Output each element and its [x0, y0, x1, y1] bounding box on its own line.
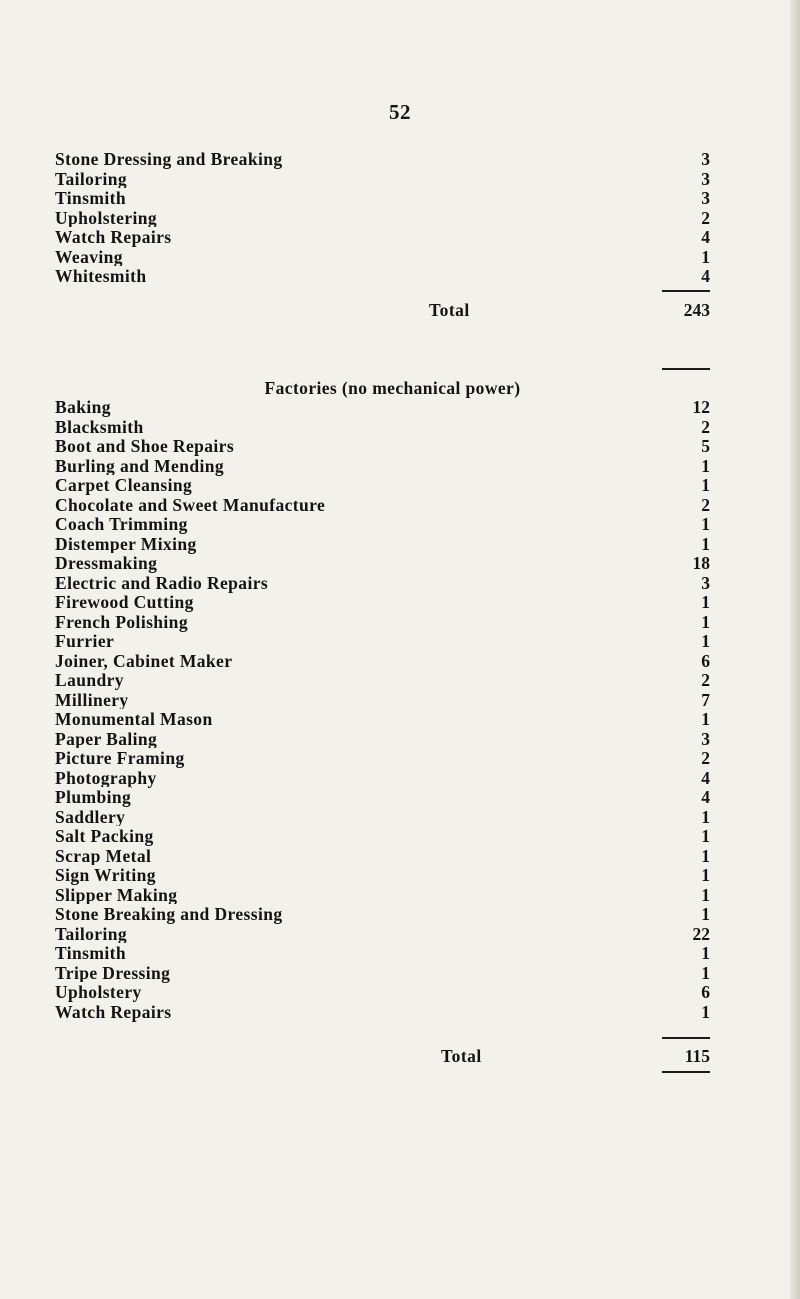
list-item — [55, 496, 710, 516]
list-item — [55, 593, 710, 613]
item-name-text: Millinery — [55, 689, 129, 710]
item-name-text: Distemper Mixing — [55, 533, 197, 554]
item-name — [55, 150, 289, 170]
item-name-text: Scrap Metal — [55, 845, 152, 866]
item-count: 2 — [701, 494, 710, 515]
item-name — [55, 691, 135, 711]
list-item — [55, 457, 710, 477]
item-count: 1 — [701, 514, 710, 534]
list-item — [55, 983, 710, 1003]
item-name — [55, 170, 133, 190]
item-name — [55, 267, 153, 287]
list-item — [55, 398, 710, 418]
list-item — [55, 788, 710, 808]
item-name-text: Dressmaking — [55, 553, 158, 573]
item-count: 1 — [701, 1001, 710, 1022]
list-item — [55, 749, 710, 769]
item-name-text: Furrier — [55, 631, 115, 651]
item-name — [55, 613, 194, 633]
item-name — [55, 398, 117, 418]
item-name — [55, 925, 133, 945]
list-item — [55, 613, 710, 633]
item-name — [55, 788, 137, 808]
item-name-text: Monumental Mason — [55, 709, 213, 729]
item-name-text: Blacksmith — [55, 416, 144, 437]
section-1-total-label: Total — [429, 300, 470, 320]
section-2-total-label: Total — [441, 1046, 482, 1066]
item-name-text: Watch Repairs — [55, 1001, 172, 1022]
list-item — [55, 730, 710, 750]
item-count: 1 — [701, 806, 710, 827]
item-name — [55, 964, 176, 984]
section-2-total-row — [55, 1045, 710, 1067]
item-name — [55, 808, 131, 828]
item-name — [55, 476, 198, 496]
item-name-text: Plumbing — [55, 787, 132, 807]
item-name-text: Whitesmith — [55, 266, 147, 286]
list-item — [55, 827, 710, 847]
item-name-text: Boot and Shoe Repairs — [55, 436, 235, 456]
item-count: 22 — [692, 923, 710, 944]
item-count: 2 — [701, 670, 710, 690]
item-count: 1 — [701, 631, 710, 651]
item-name — [55, 1003, 178, 1023]
list-item — [55, 515, 710, 535]
item-count: 5 — [701, 436, 710, 456]
item-count: 3 — [701, 188, 710, 208]
item-name-text: Tinsmith — [55, 943, 126, 963]
list-item — [55, 554, 710, 574]
item-name-text: Photography — [55, 767, 157, 788]
list-item — [55, 170, 710, 190]
list-item — [55, 944, 710, 964]
page-edge-shadow — [790, 0, 800, 1299]
item-count: 7 — [701, 689, 710, 710]
list-item — [55, 267, 710, 287]
item-name-text: Tripe Dressing — [55, 962, 171, 983]
section-1-total-rule-top — [662, 290, 710, 292]
section-1-total-row — [55, 299, 710, 321]
item-name — [55, 983, 148, 1003]
list-item — [55, 710, 710, 730]
item-name — [55, 457, 230, 477]
item-name — [55, 769, 163, 789]
section-2-total-rule-bottom — [662, 1071, 710, 1073]
item-count: 1 — [701, 943, 710, 963]
list-item — [55, 769, 710, 789]
item-name-text: Upholstering — [55, 207, 158, 228]
item-name-text: Carpet Cleansing — [55, 475, 193, 495]
item-name — [55, 554, 163, 574]
item-name-text: Tinsmith — [55, 188, 126, 208]
item-count: 2 — [701, 748, 710, 768]
item-name — [55, 593, 200, 613]
list-item — [55, 209, 710, 229]
item-name — [55, 248, 129, 268]
list-item — [55, 886, 710, 906]
item-name-text: Salt Packing — [55, 826, 154, 846]
list-item — [55, 150, 710, 170]
section-2-total-rule-top — [662, 1037, 710, 1039]
item-count: 1 — [701, 246, 710, 267]
item-name — [55, 866, 162, 886]
item-name — [55, 496, 331, 516]
item-name — [55, 515, 194, 535]
item-count: 4 — [701, 767, 710, 788]
list-item — [55, 535, 710, 555]
item-name — [55, 730, 163, 750]
item-name-text: Firewood Cutting — [55, 592, 194, 612]
list-item — [55, 847, 710, 867]
item-count: 6 — [701, 982, 710, 1002]
list-item — [55, 574, 710, 594]
item-name — [55, 189, 132, 209]
list-item — [55, 632, 710, 652]
item-name — [55, 632, 120, 652]
list-item — [55, 866, 710, 886]
item-name-text: Sign Writing — [55, 865, 156, 885]
item-name — [55, 535, 203, 555]
item-count: 3 — [701, 149, 710, 169]
item-name — [55, 847, 157, 867]
list-item — [55, 1003, 710, 1023]
item-count: 2 — [701, 207, 710, 228]
section-2-heading: Factories (no mechanical power) — [264, 378, 521, 398]
item-count: 18 — [692, 553, 710, 573]
item-name — [55, 944, 132, 964]
item-name-text: Stone Dressing and Breaking — [55, 149, 283, 169]
item-name-text: Upholstery — [55, 982, 142, 1002]
item-name-text: Tailoring — [55, 168, 128, 189]
item-count: 12 — [692, 397, 710, 417]
item-name-text: Watch Repairs — [55, 227, 172, 247]
list-item — [55, 418, 710, 438]
item-name-text: Laundry — [55, 670, 124, 690]
item-name — [55, 827, 160, 847]
item-count: 1 — [701, 826, 710, 846]
item-name — [55, 418, 150, 438]
item-name-text: Paper Baling — [55, 728, 158, 749]
item-name-text: Slipper Making — [55, 884, 178, 905]
list-item — [55, 808, 710, 828]
item-name-text: Saddlery — [55, 806, 126, 827]
list-item — [55, 189, 710, 209]
item-count: 1 — [701, 884, 710, 905]
list-item — [55, 964, 710, 984]
item-name-text: Joiner, Cabinet Maker — [55, 650, 233, 671]
item-name-text: Burling and Mending — [55, 455, 225, 476]
item-count: 1 — [701, 865, 710, 885]
item-name — [55, 905, 289, 925]
list-item — [55, 437, 710, 457]
item-count: 1 — [701, 455, 710, 476]
section-1-total-value: 243 — [683, 300, 710, 320]
list-item — [55, 248, 710, 268]
item-count: 4 — [701, 787, 710, 807]
item-count: 1 — [701, 533, 710, 554]
item-count: 1 — [701, 962, 710, 983]
item-count: 1 — [701, 611, 710, 632]
item-count: 3 — [701, 572, 710, 593]
item-count: 1 — [701, 709, 710, 729]
item-name-text: Tailoring — [55, 923, 128, 944]
item-count: 1 — [701, 592, 710, 612]
section-1-total-rule-bottom — [662, 368, 710, 370]
list-item — [55, 476, 710, 496]
item-count: 1 — [701, 475, 710, 495]
item-name — [55, 749, 191, 769]
item-name-text: Chocolate and Sweet Manufacture — [55, 494, 326, 515]
item-name-text: Baking — [55, 397, 111, 417]
list-item — [55, 905, 710, 925]
item-count: 6 — [701, 650, 710, 671]
item-count: 4 — [701, 266, 710, 286]
item-name — [55, 209, 163, 229]
list-item — [55, 228, 710, 248]
item-name — [55, 228, 178, 248]
item-name-text: French Polishing — [55, 611, 188, 632]
item-name-text: Coach Trimming — [55, 514, 188, 534]
item-name-text: Stone Breaking and Dressing — [55, 904, 283, 924]
item-name-text: Electric and Radio Repairs — [55, 572, 269, 593]
item-name — [55, 574, 274, 594]
list-item — [55, 652, 710, 672]
section-2-total-value: 115 — [684, 1046, 710, 1066]
item-count: 2 — [701, 416, 710, 437]
list-item — [55, 691, 710, 711]
item-name-text: Weaving — [55, 246, 123, 267]
section-1-list — [55, 150, 710, 287]
item-name — [55, 710, 219, 730]
section-2-list — [55, 398, 710, 1022]
item-name — [55, 886, 183, 906]
item-count: 4 — [701, 227, 710, 247]
page-number: 52 — [389, 100, 411, 124]
item-count: 3 — [701, 168, 710, 189]
list-item — [55, 671, 710, 691]
item-count: 1 — [701, 904, 710, 924]
item-name-text: Picture Framing — [55, 748, 185, 768]
list-item — [55, 925, 710, 945]
item-name — [55, 652, 238, 672]
item-name — [55, 671, 130, 691]
item-name — [55, 437, 240, 457]
item-count: 1 — [701, 845, 710, 866]
item-count: 3 — [701, 728, 710, 749]
